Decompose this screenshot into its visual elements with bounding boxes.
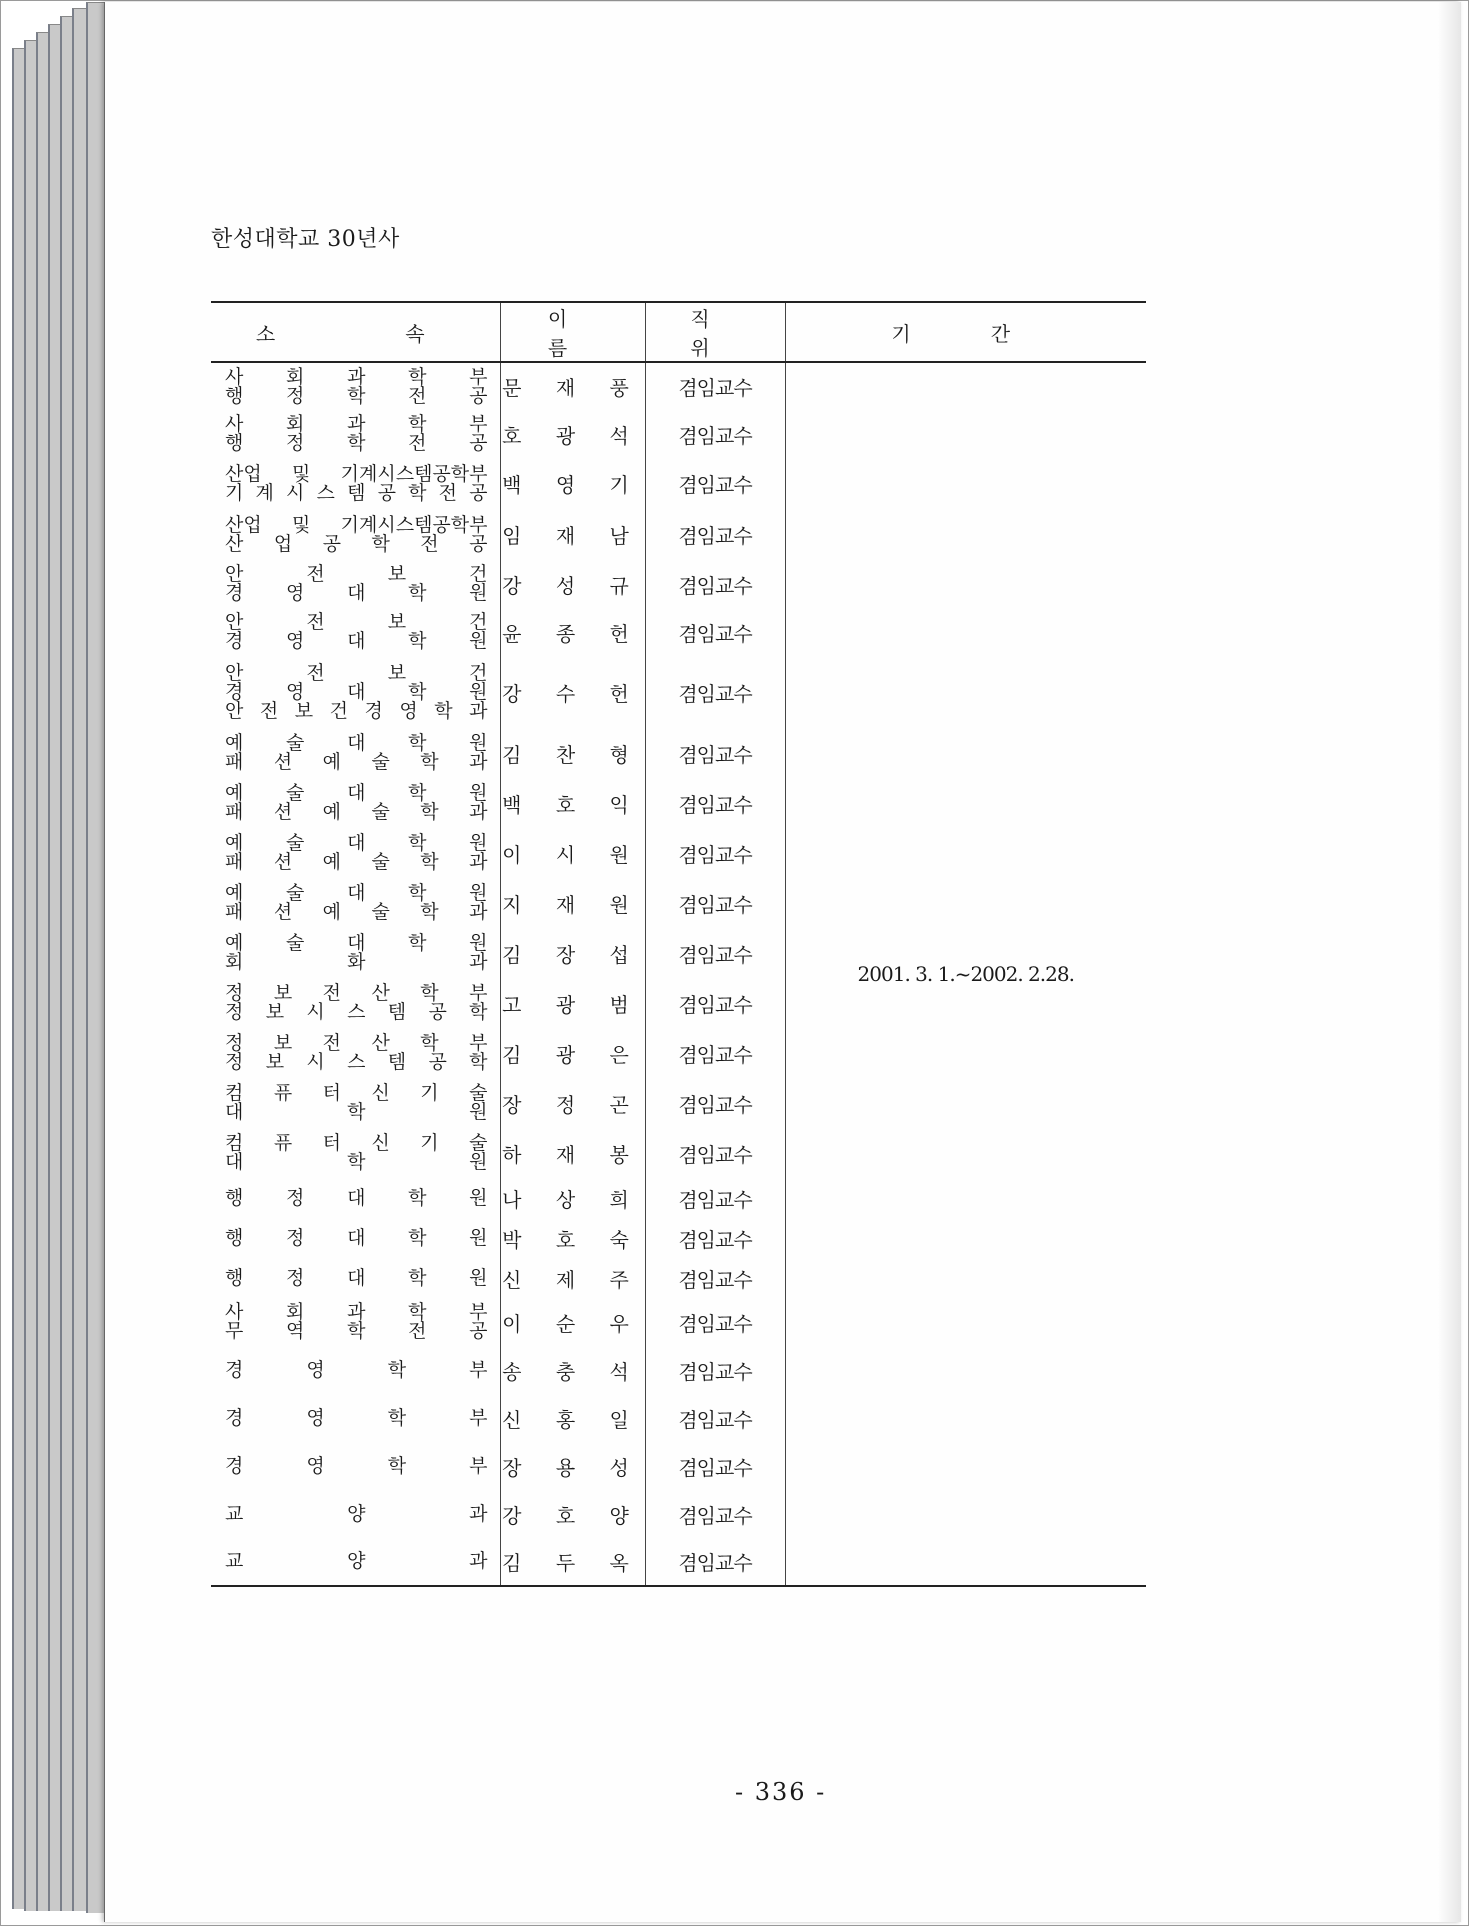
position-cell: 겸임교수 xyxy=(645,1394,785,1442)
affiliation-cell xyxy=(211,458,500,509)
position-cell: 겸임교수 xyxy=(645,978,785,1028)
affiliation-cell xyxy=(211,1490,500,1538)
affiliation-cell xyxy=(211,1178,500,1218)
affiliation-line: 경 영 대 학 원 xyxy=(225,630,488,652)
position-cell: 겸임교수 xyxy=(645,928,785,978)
position-cell: 겸임교수 xyxy=(645,778,785,828)
position-cell: 겸임교수 xyxy=(645,828,785,878)
affiliation-cell xyxy=(211,1442,500,1490)
table-body xyxy=(211,362,1146,1586)
affiliation-line: 안 전 보 건 경 영 학 과 xyxy=(225,699,488,722)
affiliation-cell xyxy=(211,560,500,608)
name-cell: 고 광 범 xyxy=(500,978,645,1028)
affiliation-cell xyxy=(211,728,500,778)
table-row xyxy=(211,362,1146,410)
position-cell: 겸임교수 xyxy=(645,1258,785,1298)
position-cell: 겸임교수 xyxy=(645,509,785,560)
position-cell: 겸임교수 xyxy=(645,878,785,928)
name-cell: 장 용 성 xyxy=(500,1442,645,1490)
affiliation-line: 행 정 대 학 원 xyxy=(225,1266,488,1289)
name-cell: 강 호 양 xyxy=(500,1490,645,1538)
column-header-period: 기 간 xyxy=(891,321,1041,346)
affiliation-line: 경 영 대 학 원 xyxy=(225,680,488,703)
position-cell: 겸임교수 xyxy=(645,1028,785,1078)
name-cell: 김 광 은 xyxy=(500,1028,645,1078)
affiliation-line: 컴 퓨 터 신 기 술 xyxy=(225,1132,488,1154)
affiliation-line: 예 술 대 학 원 xyxy=(225,782,488,804)
affiliation-line: 산 업 공 학 전 공 xyxy=(225,532,488,555)
affiliation-line: 예 술 대 학 원 xyxy=(225,932,488,954)
affiliation-line: 안 전 보 건 xyxy=(225,661,488,684)
name-cell: 송 충 석 xyxy=(500,1346,645,1394)
page-edge-shade xyxy=(1437,2,1461,1922)
period-cell: 2001. 3. 1.~2002. 2.28. xyxy=(857,962,1074,986)
affiliation-line: 컴 퓨 터 신 기 술 xyxy=(225,1082,488,1104)
affiliation-line: 행 정 대 학 원 xyxy=(225,1226,488,1249)
affiliation-line: 패 션 예 술 학 과 xyxy=(225,901,488,923)
running-header: 한성대학교 30년사 xyxy=(211,227,400,252)
affiliation-cell xyxy=(211,828,500,878)
affiliation-line: 대 학 원 xyxy=(225,1101,488,1123)
affiliation-cell xyxy=(211,656,500,728)
position-cell: 겸임교수 xyxy=(645,560,785,608)
name-cell: 김 찬 형 xyxy=(500,728,645,778)
column-header-name: 이 름 xyxy=(500,302,645,362)
name-cell: 지 재 원 xyxy=(500,878,645,928)
affiliation-line: 교 양 과 xyxy=(225,1502,488,1525)
affiliation-cell xyxy=(211,928,500,978)
position-cell: 겸임교수 xyxy=(645,410,785,458)
name-cell: 호 광 석 xyxy=(500,410,645,458)
affiliation-line: 예 술 대 학 원 xyxy=(225,882,488,904)
affiliation-line: 행 정 대 학 원 xyxy=(225,1186,488,1209)
page-stack-edge xyxy=(0,0,110,1926)
affiliation-line: 교 양 과 xyxy=(225,1550,488,1572)
name-cell: 강 수 헌 xyxy=(500,656,645,728)
affiliation-line: 정 보 시 스 템 공 학 xyxy=(225,1001,488,1023)
name-cell: 문 재 풍 xyxy=(500,362,645,410)
table-header-row xyxy=(211,302,1146,362)
affiliation-cell xyxy=(211,1078,500,1128)
affiliation-line: 정 보 전 산 학 부 xyxy=(225,982,488,1004)
affiliation-line: 회 화 과 xyxy=(225,951,488,973)
position-cell: 겸임교수 xyxy=(645,1218,785,1258)
affiliation-line: 무 역 학 전 공 xyxy=(225,1320,488,1342)
name-cell: 이 시 원 xyxy=(500,828,645,878)
affiliation-cell xyxy=(211,1028,500,1078)
affiliation-line: 사 회 과 학 부 xyxy=(225,1301,488,1323)
name-cell: 김 두 옥 xyxy=(500,1538,645,1586)
affiliation-line: 정 보 시 스 템 공 학 xyxy=(225,1051,488,1073)
affiliation-cell xyxy=(211,1538,500,1586)
position-cell: 겸임교수 xyxy=(645,1178,785,1218)
affiliation-line: 경 영 학 부 xyxy=(225,1406,488,1429)
name-cell: 신 제 주 xyxy=(500,1258,645,1298)
affiliation-line: 기 계 시 스 템 공 학 전 공 xyxy=(225,481,488,504)
name-cell: 장 정 곤 xyxy=(500,1078,645,1128)
affiliation-cell xyxy=(211,1298,500,1346)
affiliation-cell xyxy=(211,978,500,1028)
affiliation-line: 경 영 학 부 xyxy=(225,1358,488,1381)
name-cell: 백 영 기 xyxy=(500,458,645,509)
affiliation-line: 경 영 학 부 xyxy=(225,1454,488,1477)
faculty-roster-table xyxy=(211,301,1146,1587)
affiliation-cell xyxy=(211,1218,500,1258)
name-cell: 강 성 규 xyxy=(500,560,645,608)
affiliation-line: 예 술 대 학 원 xyxy=(225,732,488,754)
affiliation-cell xyxy=(211,362,500,410)
name-cell: 나 상 희 xyxy=(500,1178,645,1218)
position-cell: 겸임교수 xyxy=(645,608,785,656)
position-cell: 겸임교수 xyxy=(645,1490,785,1538)
affiliation-line: 대 학 원 xyxy=(225,1151,488,1173)
name-cell: 박 호 숙 xyxy=(500,1218,645,1258)
page-number: - 336 - xyxy=(735,1778,827,1806)
affiliation-line: 산업 및 기계시스템공학부 xyxy=(225,462,488,485)
position-cell: 겸임교수 xyxy=(645,1128,785,1178)
position-cell: 겸임교수 xyxy=(645,656,785,728)
name-cell: 김 장 섭 xyxy=(500,928,645,978)
affiliation-line: 안 전 보 건 xyxy=(225,563,488,585)
affiliation-line: 패 션 예 술 학 과 xyxy=(225,851,488,873)
position-cell: 겸임교수 xyxy=(645,1346,785,1394)
affiliation-cell xyxy=(211,1128,500,1178)
name-cell: 윤 종 헌 xyxy=(500,608,645,656)
affiliation-cell xyxy=(211,608,500,656)
affiliation-line: 패 션 예 술 학 과 xyxy=(225,751,488,773)
position-cell: 겸임교수 xyxy=(645,1078,785,1128)
affiliation-cell xyxy=(211,1258,500,1298)
affiliation-cell xyxy=(211,1346,500,1394)
position-cell: 겸임교수 xyxy=(645,1298,785,1346)
affiliation-cell xyxy=(211,778,500,828)
name-cell: 하 재 봉 xyxy=(500,1128,645,1178)
affiliation-line: 사 회 과 학 부 xyxy=(225,413,488,435)
affiliation-line: 행 정 학 전 공 xyxy=(225,384,488,407)
affiliation-cell xyxy=(211,509,500,560)
affiliation-line: 사 회 과 학 부 xyxy=(225,365,488,388)
affiliation-line: 안 전 보 건 xyxy=(225,611,488,633)
position-cell: 겸임교수 xyxy=(645,1538,785,1586)
column-header-affiliation: 소 속 xyxy=(211,302,500,362)
affiliation-line: 정 보 전 산 학 부 xyxy=(225,1032,488,1054)
position-cell: 겸임교수 xyxy=(645,362,785,410)
affiliation-cell xyxy=(211,878,500,928)
name-cell: 임 재 남 xyxy=(500,509,645,560)
affiliation-line: 패 션 예 술 학 과 xyxy=(225,801,488,823)
column-header-position: 직 위 xyxy=(645,302,785,362)
position-cell: 겸임교수 xyxy=(645,728,785,778)
affiliation-line: 산업 및 기계시스템공학부 xyxy=(225,513,488,536)
position-cell: 겸임교수 xyxy=(645,1442,785,1490)
affiliation-cell xyxy=(211,410,500,458)
name-cell: 이 순 우 xyxy=(500,1298,645,1346)
name-cell: 신 홍 일 xyxy=(500,1394,645,1442)
name-cell: 백 호 익 xyxy=(500,778,645,828)
affiliation-line: 경 영 대 학 원 xyxy=(225,582,488,604)
affiliation-line: 예 술 대 학 원 xyxy=(225,832,488,854)
affiliation-line: 행 정 학 전 공 xyxy=(225,432,488,454)
position-cell: 겸임교수 xyxy=(645,458,785,509)
affiliation-cell xyxy=(211,1394,500,1442)
